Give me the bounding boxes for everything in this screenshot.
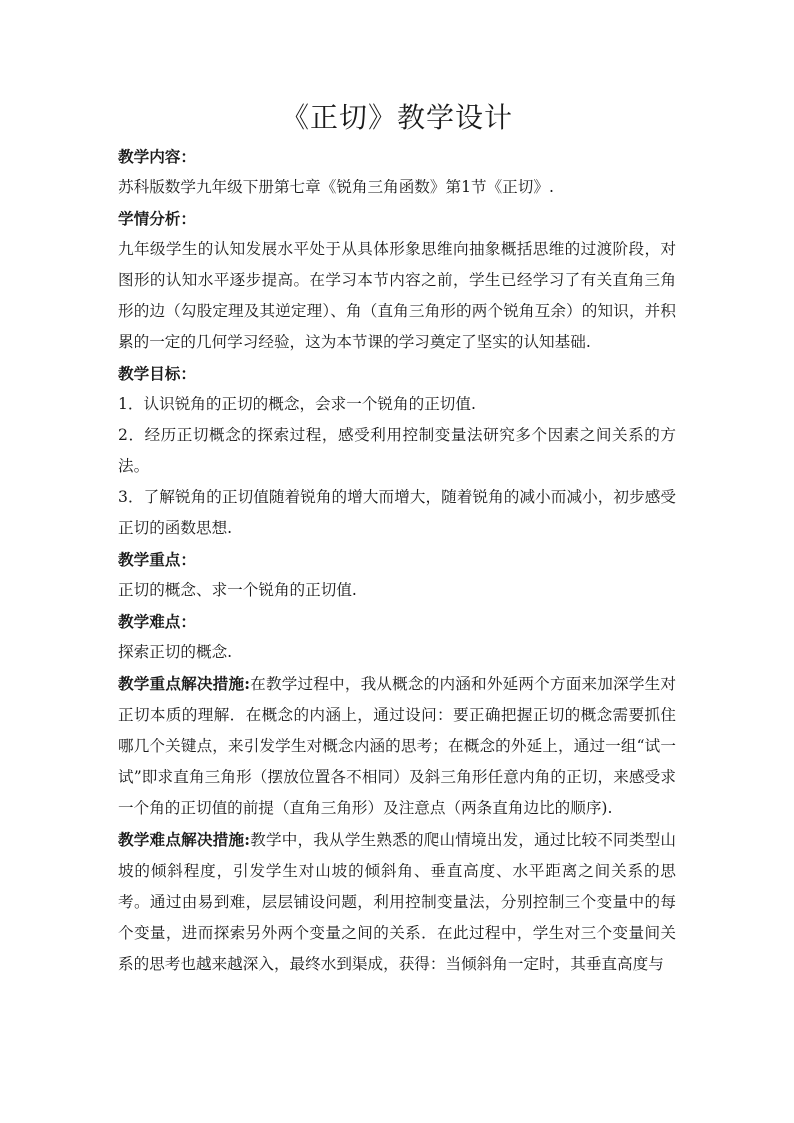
difficulty-measures-lead: 教学难点解决措施: xyxy=(118,830,250,849)
difficulty-measures-paragraph xyxy=(118,824,676,980)
key-measures-text: 在教学过程中，我从概念的内涵和外延两个方面来加深学生对正切本质的理解．在概念的内涵上，通过设问：要正确把握正切的概念需要抓住哪几个关键点，来引发学生对概念内涵的思考；在概念的外延上，通过一组“试一试”即求直角三角形（摆放位置各不相同）及斜三角形任意内角的正切，来感受求一个角的正切值的前提（直角三角形）及注意点（两条直角边比的顺序). xyxy=(118,675,676,817)
document-title: 《正切》教学设计 xyxy=(280,101,513,134)
objective-item-2: 2．经历正切概念的探索过程，感受利用控制变量法研究多个因素之间关系的方法。 xyxy=(118,426,676,475)
objective-item-3: 3．了解锐角的正切值随着锐角的增大而增大，随着锐角的减小而减小，初步感受正切的函数思想. xyxy=(118,488,676,537)
key-measures-lead: 教学重点解决措施: xyxy=(118,674,250,693)
section-heading-key-points: 教学重点： xyxy=(118,550,196,569)
key-measures-paragraph xyxy=(118,668,676,824)
section-heading-objectives: 教学目标： xyxy=(118,364,196,383)
analysis-text: 九年级学生的认知发展水平处于从具体形象思维向抽象概括思维的过渡阶段，对图形的认知水平逐步提高。在学习本节内容之前，学生已经学习了有关直角三角形的边（勾股定理及其逆定理）、角（直角三角形的两个锐角互余）的知识，并积累的一定的几何学习经验，这为本节课的学习奠定了坚实的认知基础. xyxy=(118,240,676,351)
section-heading-content: 教学内容： xyxy=(118,147,196,166)
key-points-text: 正切的概念、求一个锐角的正切值. xyxy=(118,581,357,599)
content-text: 苏科版数学九年级下册第七章《锐角三角函数》第1节《正切》. xyxy=(118,178,554,196)
objective-item-1: 1．认识锐角的正切的概念，会求一个锐角的正切值. xyxy=(118,395,476,413)
section-heading-analysis: 学情分析： xyxy=(118,209,196,228)
difficulties-text: 探索正切的概念. xyxy=(118,643,233,661)
document-body xyxy=(118,141,676,980)
difficulty-measures-text: 教学中，我从学生熟悉的爬山情境出发，通过比较不同类型山坡的倾斜程度，引发学生对山坡的倾斜角、垂直高度、水平距离之间关系的思考。通过由易到难，层层铺设问题，利用控制变量法，分别控制三个变量中的每个变量，进而探索另外两个变量之间的关系．在此过程中，学生对三个变量间关系的思考也越来越深入，最终水到渠成，获得：当倾斜角一定时，其垂直高度与 xyxy=(118,831,676,973)
section-heading-difficulties: 教学难点： xyxy=(118,612,196,631)
